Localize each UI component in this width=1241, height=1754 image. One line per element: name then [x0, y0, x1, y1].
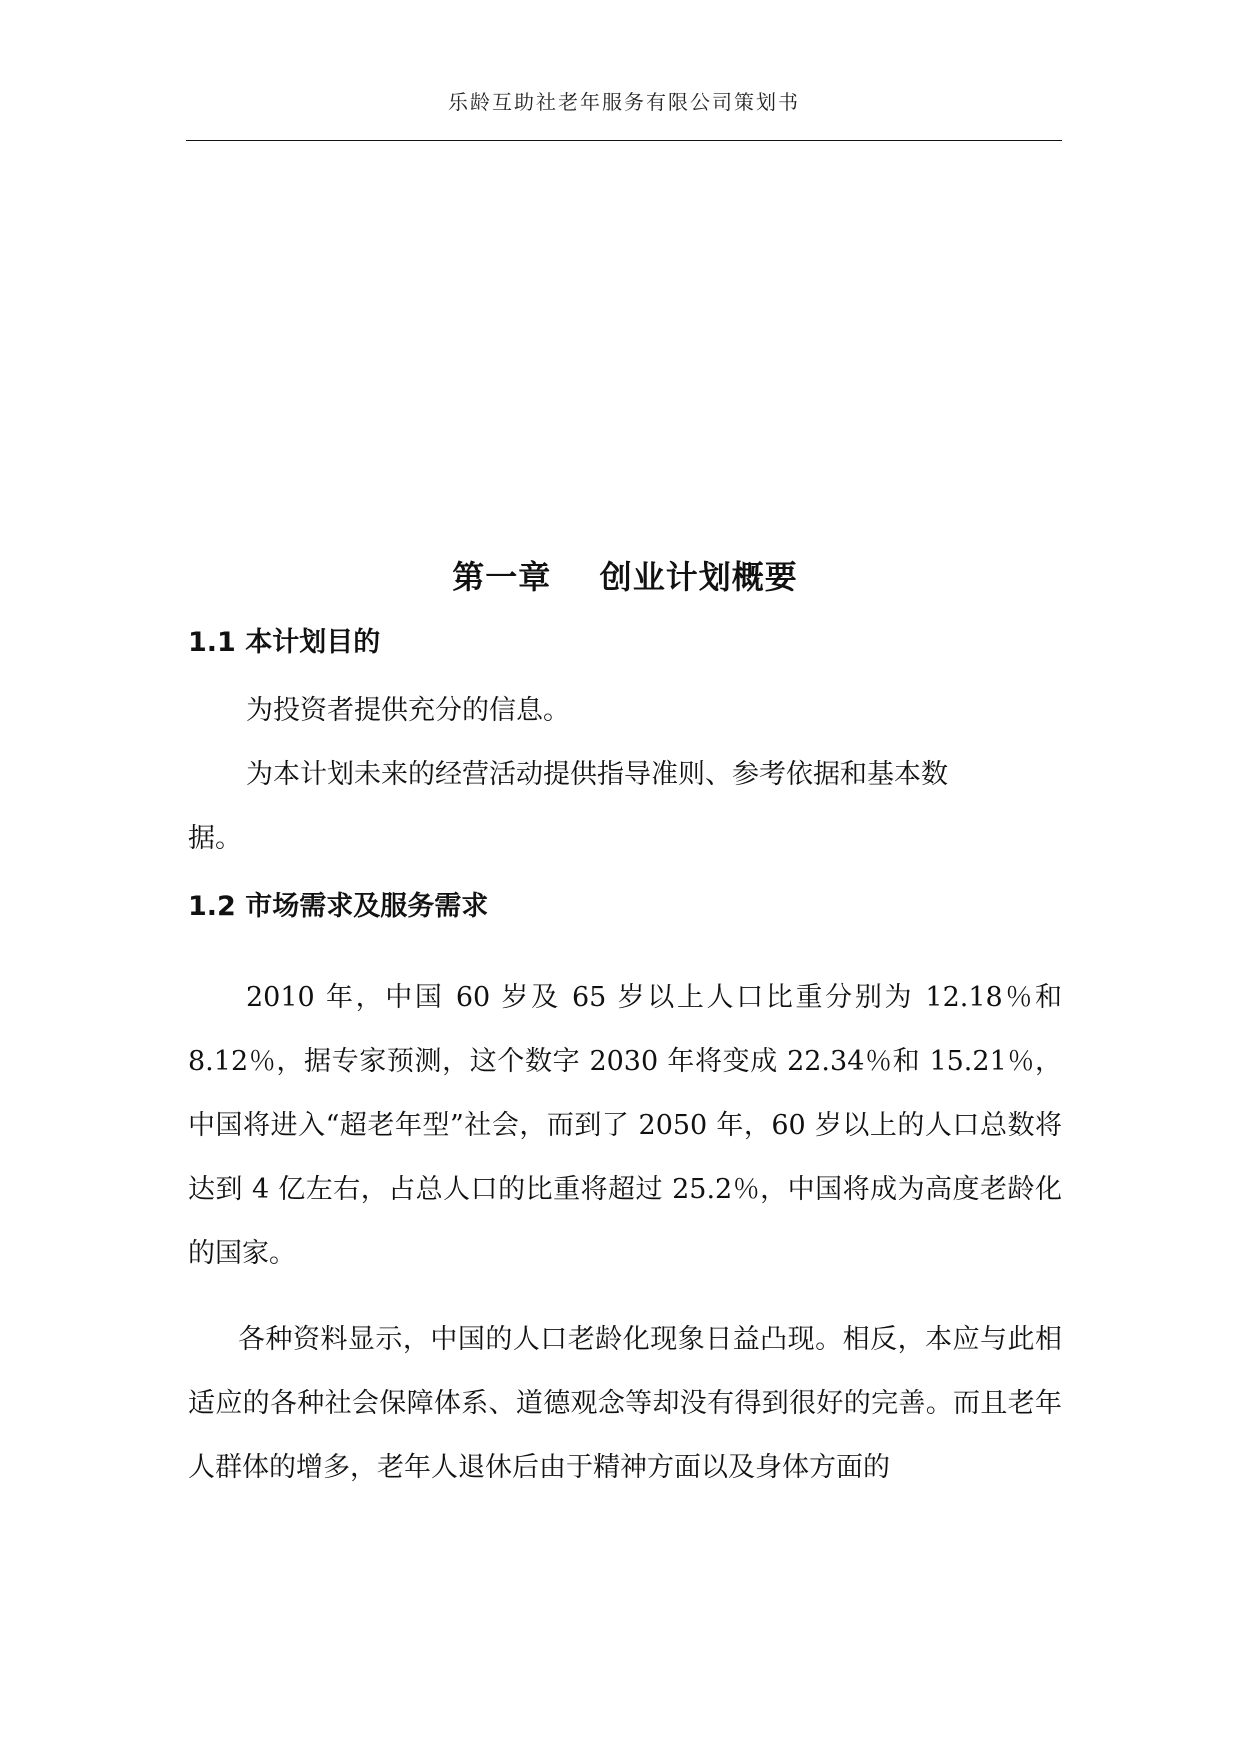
section-title-1-1: 1.1 本计划目的 [188, 627, 381, 658]
paragraph-purpose-2-line-1: 为本计划未来的经营活动提供指导准则、参考依据和基本数 [246, 759, 948, 790]
chapter-title: 第一章 创业计划概要 [452, 558, 798, 596]
paragraph-aging-trend: 各种资料显示，中国的人口老龄化现象日益凸现。相反，本应与此相适应的各种社会保障体系、道德观念等却没有得到很好的完善。而且老年人群体的增多，老年人退休后由于精神方面以及身体方面的 [188, 1324, 1062, 1483]
paragraph-market-statistics: 2010 年，中国 60 岁及 65 岁以上人口比重分别为 12.18％和 8.12％，据专家预测，这个数字 2030 年将变成 22.34％和 15.21％，中国将进入“超老年型”社会，而到了 2050 年，60 岁以上的人口总数将达到 4 亿左右，占总人口的比重将超过 25.2％，中国将成为高度老龄化的国家。 [188, 982, 1062, 1269]
header-divider [186, 140, 1062, 141]
paragraph-purpose-1: 为投资者提供充分的信息。 [246, 695, 570, 726]
section-title-1-2: 1.2 市场需求及服务需求 [188, 891, 489, 922]
paragraph-purpose-2-line-2: 据。 [188, 823, 242, 854]
running-header: 乐龄互助社老年服务有限公司策划书 [448, 90, 800, 114]
